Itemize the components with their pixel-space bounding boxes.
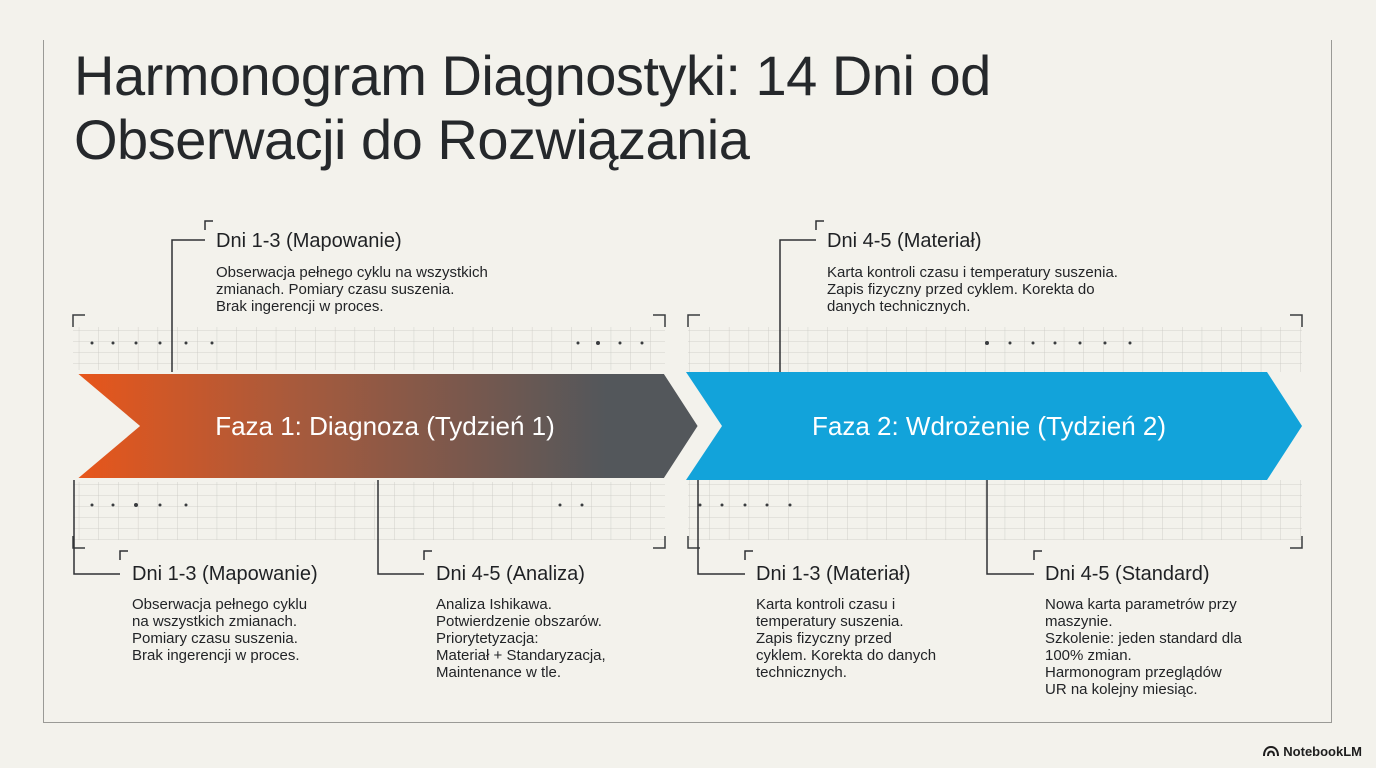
callout-line: Harmonogram przeglądów bbox=[1045, 664, 1222, 681]
callout-title: Dni 4-5 (Analiza) bbox=[436, 563, 585, 585]
title-line-2: Obserwacji do Rozwiązania bbox=[74, 108, 750, 171]
callout-top-material bbox=[827, 229, 1118, 315]
callout-bottom-standard bbox=[1045, 562, 1242, 698]
callout-line: Nowa karta parametrów przy bbox=[1045, 596, 1237, 613]
callout-title: Dni 1-3 (Mapowanie) bbox=[216, 230, 402, 252]
logo-text: NotebookLM bbox=[1283, 744, 1362, 759]
callout-line: Brak ingerencji w proces. bbox=[132, 647, 300, 664]
callout-line: Zapis fizyczny przed bbox=[756, 630, 892, 647]
callout-body bbox=[827, 264, 1118, 315]
callout-line: Obserwacja pełnego cyklu na wszystkich bbox=[216, 264, 488, 281]
notebooklm-logo bbox=[1263, 744, 1362, 759]
phase-2-label: Faza 2: Wdrożenie (Tydzień 2) bbox=[811, 411, 1167, 441]
callout-bottom-mapowanie bbox=[132, 562, 318, 664]
callout-line: cyklem. Korekta do danych bbox=[756, 647, 937, 664]
callout-line: Obserwacja pełnego cyklu bbox=[132, 596, 308, 613]
callout-body bbox=[216, 264, 488, 315]
callout-line: Maintenance w tle. bbox=[436, 664, 562, 681]
phase-1-label: Faza 1: Diagnoza (Tydzień 1) bbox=[215, 411, 555, 441]
callout-title: Dni 1-3 (Materiał) bbox=[756, 563, 911, 585]
callout-line: Szkolenie: jeden standard dla bbox=[1045, 630, 1242, 647]
callout-line: Karta kontroli czasu i temperatury suszenia. bbox=[827, 264, 1118, 281]
callout-line: temperatury suszenia. bbox=[756, 613, 904, 630]
callout-title: Dni 4-5 (Standard) bbox=[1045, 563, 1210, 585]
callout-bottom-material bbox=[756, 562, 936, 681]
callout-line: 100% zmian. bbox=[1045, 647, 1132, 664]
callout-line: Zapis fizyczny przed cyklem. Korekta do bbox=[827, 281, 1095, 298]
callout-line: danych technicznych. bbox=[827, 298, 971, 315]
callout-line: Materiał + Standaryzacja, bbox=[436, 647, 606, 664]
callout-line: Analiza Ishikawa. bbox=[436, 596, 552, 613]
callout-title: Dni 1-3 (Mapowanie) bbox=[132, 563, 318, 585]
callout-title: Dni 4-5 (Materiał) bbox=[827, 230, 982, 252]
title-line-1: Harmonogram Diagnostyki: 14 Dni od bbox=[74, 44, 991, 107]
callout-line: Pomiary czasu suszenia. bbox=[132, 630, 298, 647]
notebooklm-logo-icon bbox=[1263, 746, 1279, 757]
callout-line: Brak ingerencji w proces. bbox=[216, 298, 384, 315]
callout-line: na wszystkich zmianach. bbox=[132, 613, 298, 630]
callout-line: technicznych. bbox=[756, 664, 847, 681]
callout-body bbox=[436, 596, 606, 681]
callout-body bbox=[756, 596, 936, 681]
callout-line: Karta kontroli czasu i bbox=[756, 596, 896, 613]
callout-bottom-analiza bbox=[436, 562, 606, 681]
callout-line: UR na kolejny miesiąc. bbox=[1045, 681, 1198, 698]
callout-body bbox=[1045, 596, 1242, 698]
callout-body bbox=[132, 596, 318, 664]
callout-line: Priorytetyzacja: bbox=[436, 630, 539, 647]
callout-line: maszynie. bbox=[1045, 613, 1113, 630]
callout-top-mapowanie bbox=[216, 229, 488, 315]
callout-line: zmianach. Pomiary czasu suszenia. bbox=[216, 281, 455, 298]
callout-line: Potwierdzenie obszarów. bbox=[436, 613, 602, 630]
